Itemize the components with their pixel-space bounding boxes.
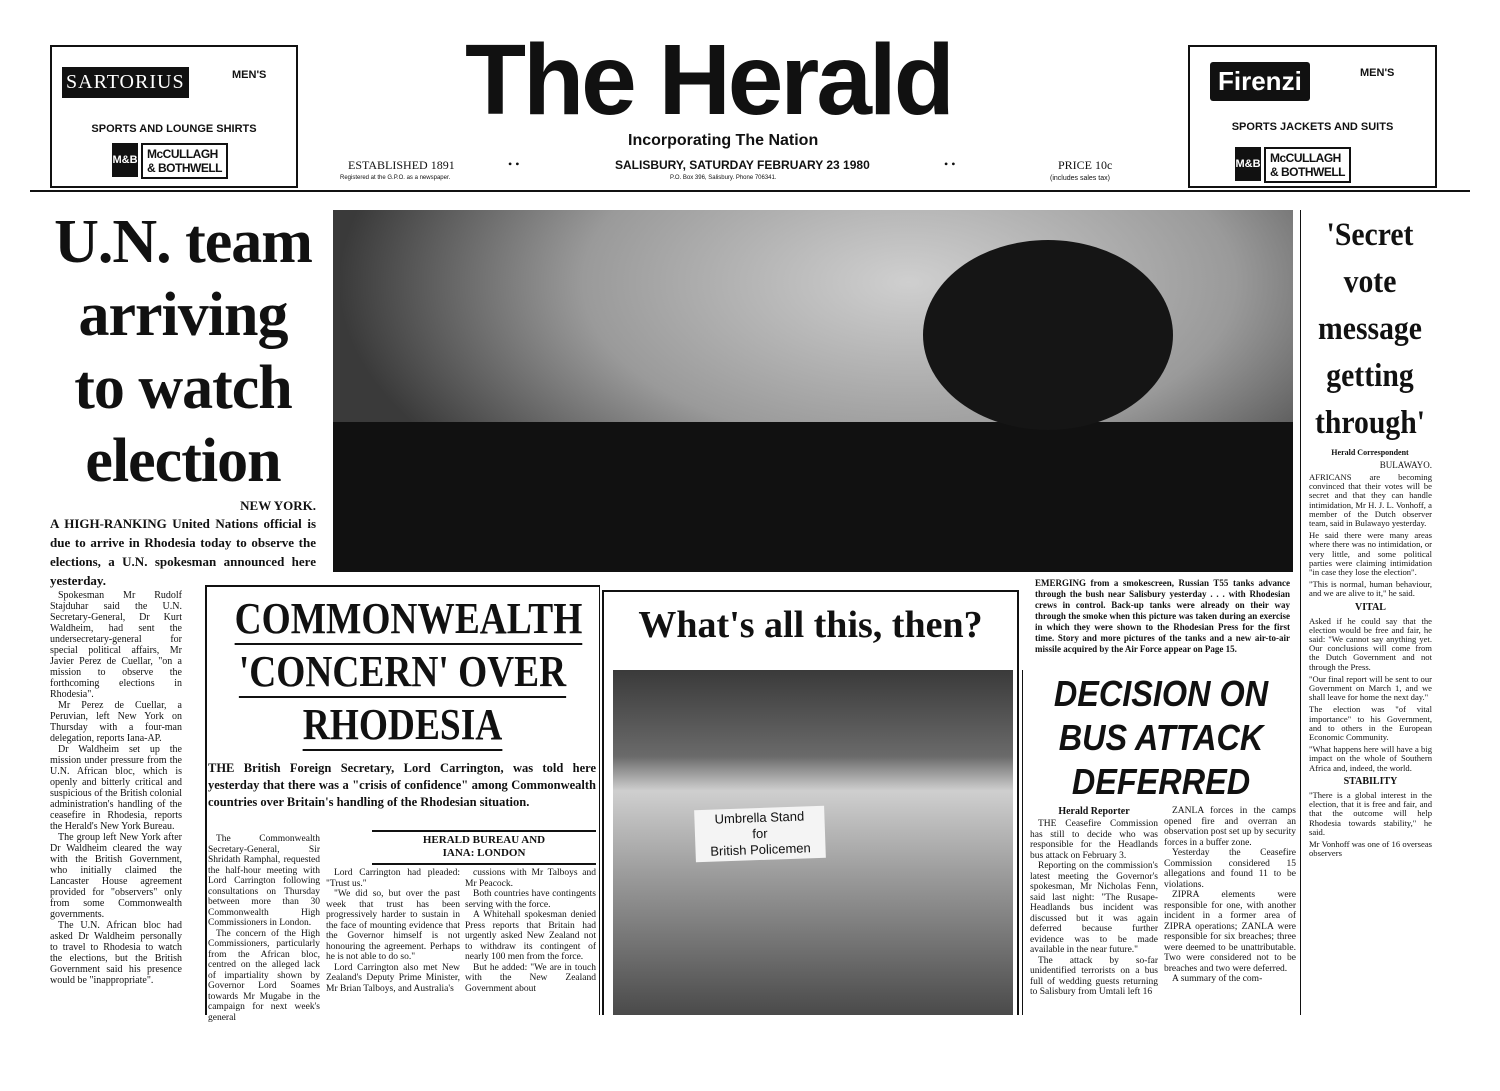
- umbrella-photo: [613, 670, 1013, 1015]
- photo-caption: EMERGING from a smokescreen, Russian T55 tanks advance through the bush near Salisbury yesterday . . . with Rhodesian crews in control. Back-up tanks were already on their way through the smoke when this picture was taken during an exercise in which they were shown to the Rhodesian Press for the first time. Story and more pictures of the tanks and a new air-to-air missile acquired by the Air Force appear on Page 15.: [1035, 578, 1290, 654]
- byline-rule: [372, 830, 596, 832]
- commonwealth-col2: Lord Carrington had pleaded: "Trust us." "We did so, but over the past week that trust has been progressively harder to sustain in the face of mounting evidence that the Governor himself is not honouring the agreement. Perhaps he is not able to do so." Lord Carrington also met New Zealand's Deputy Prime Minister, Mr Brian Talboys, and Australia's: [326, 868, 460, 994]
- price: PRICE 10c: [1058, 158, 1113, 172]
- commonwealth-lead: THE British Foreign Secretary, Lord Carrington, was told here yesterday that there was a "crisis of confidence" among Commonwealth countries over Britain's handling of the Rhodesian situation.: [208, 761, 596, 809]
- address: P.O. Box 396, Salisbury. Phone 706341.: [670, 175, 777, 181]
- un-headline: U.N. team arriving to watch election: [54, 208, 312, 495]
- ad-gender: MEN'S: [1360, 67, 1395, 79]
- bus-col2: ZANLA forces in the camps opened fire and overran an observation post set up by security forces in a buffer zone. Yesterday the Ceasefire Commission considered 15 allegations and found 11 to be violations. ZIPRA elements were responsible for one, with another incident in a former area of ZIPRA operations; ZANLA were responsible for six breaches; three were deemed to be unattributable. Two were considered not to be breaches and two were deferred. A summary of the com-: [1164, 806, 1296, 984]
- dateline: SALISBURY, SATURDAY FEBRUARY 23 1980: [615, 158, 870, 172]
- firenzi-ad: [1188, 45, 1437, 188]
- commonwealth-headline: COMMONWEALTH 'CONCERN' OVER RHODESIA: [234, 594, 583, 749]
- commonwealth-col3: cussions with Mr Talboys and Mr Peacock. Both countries have contingents serving with the force. A Whitehall spokesman denied Press reports that Britain had urgently asked New Zealand not to withdraw its contingent of nearly 100 men from the force. But he added: "We are in touch with the New Zealand Government about: [465, 868, 596, 994]
- bullets: • •: [508, 157, 520, 171]
- secret-byline: Herald Correspondent: [1331, 448, 1409, 457]
- masthead-subtitle: Incorporating The Nation: [628, 132, 819, 149]
- ad-tagline: SPORTS AND LOUNGE SHIRTS: [91, 123, 257, 135]
- commonwealth-byline: HERALD BUREAU AND IANA: LONDON: [422, 834, 546, 859]
- mccullagh-bothwell-logo: M&B McCULLAGH & BOTHWELL: [112, 143, 228, 179]
- un-body: Spokesman Mr Rudolf Stajduhar said the U.N. Secretary-General, Dr Kurt Waldheim, had sent the undersecretary-general for special political affairs, Mr Javier Perez de Cuellar, "on a mission to observe the forthcoming elections in Rhodesia". Mr Perez de Cuellar, a Peruvian, left New York on Thursday with a four-man delegation, reports Iana-AP. Dr Waldheim set up the mission under pressure from the U.N. African bloc, which is openly and bitterly critical and suspicious of the British colonial administration's handling of the ceasefire in Rhodesia, reports the Herald's New York Bureau. The group left New York after Dr Waldheim cleared the way with the British Government, who initially claimed the Lancaster House agreement provided for "observers" only from some Commonwealth governments. The U.N. African bloc had asked Dr Waldheim personally to travel to Rhodesia to watch the elections, but the British Government said his presence would be "inappropriate".: [50, 590, 182, 986]
- bus-headline: DECISION ON BUS ATTACK DEFERRED: [1053, 673, 1269, 802]
- masthead-rule: [30, 190, 1470, 192]
- mccullagh-bothwell-logo: M&B McCULLAGH & BOTHWELL: [1235, 147, 1351, 183]
- sartorius-logo: SARTORIUS: [62, 67, 189, 98]
- masthead-title: The Herald: [465, 24, 952, 136]
- tanks-photo: [333, 210, 1293, 572]
- ad-gender: MEN'S: [232, 69, 267, 81]
- secret-dateline: BULAWAYO.: [1379, 460, 1432, 470]
- established: ESTABLISHED 1891: [348, 158, 455, 172]
- column-rule: [1022, 670, 1023, 1015]
- byline-rule: [372, 863, 596, 865]
- bus-byline: Herald Reporter: [1058, 806, 1130, 817]
- bullets: • •: [944, 157, 956, 171]
- secret-headline: 'Secret vote message getting through': [1314, 217, 1426, 441]
- price-note: (includes sales tax): [1050, 175, 1110, 182]
- column-rule: [1300, 210, 1301, 1015]
- ad-tagline: SPORTS JACKETS AND SUITS: [1231, 121, 1394, 133]
- firenzi-logo: Firenzi: [1210, 62, 1310, 101]
- un-lead: A HIGH-RANKING United Nations official is due to arrive in Rhodesia today to observe the elections, a U.N. spokesman announced here yesterday.: [50, 516, 316, 588]
- umbrella-headline: What's all this, then?: [638, 604, 983, 646]
- registered-note: Registered at the G.P.O. as a newspaper.: [340, 175, 451, 181]
- sartorius-ad: [50, 45, 298, 188]
- umbrella-sign: Umbrella Stand for British Policemen: [694, 806, 826, 863]
- secret-body: AFRICANS are becoming convinced that their votes will be secret and that they can handle intimidation, Mr H. J. L. Vonhoff, a member of the Dutch observer team, said in Bulawayo yesterday. He said there were many areas where there was no intimidation, or very little, and some political parties were claiming intimidation "in case they lose the election". "This is normal, human behaviour, and we are alive to it," he said. VITAL Asked if he could say that the election would be free and fair, he said: "We cannot say anything yet. Our conclusions will come from the Dutch Government and not through the Press. "Our final report will be sent to our Government on March 1, and we shall leave for home the next day." The election was "of vital importance" to his Government, and to others in the European Economic Community. "What happens here will have a big impact on the whole of Southern Africa and, indeed, the world. STABILITY "There is a global interest in the election, that it is free and fair, and that the outcome will help Rhodesia towards stability," he said. Mr Vonhoff was one of 16 overseas observers: [1309, 472, 1432, 859]
- bus-col1: THE Ceasefire Commission has still to decide who was responsible for the Headlands bus attack on February 3. Reporting on the commission's latest meeting the Governor's spokesman, Mr Nicholas Fenn, said last night: "The Rusape-Headlands bus incident was discussed but it was again deferred because further evidence was to be made available in the near future." The attack by so-far unidentified terrorists on a bus full of wedding guests returning to Salisbury from Umtali left 16: [1030, 819, 1158, 997]
- un-dateline: NEW YORK.: [240, 498, 316, 513]
- commonwealth-col1: The Commonwealth Secretary-General, Sir Shridath Ramphal, requested the half-hour meeting with Lord Carrington following consultations on Thursday between more than 30 Commonwealth High Commissioners in London. The concern of the High Commissioners, particularly from the African bloc, centred on the alleged lack of impartiality shown by Governor Lord Soames towards Mr Mugabe in the campaign for next week's general: [208, 834, 320, 1023]
